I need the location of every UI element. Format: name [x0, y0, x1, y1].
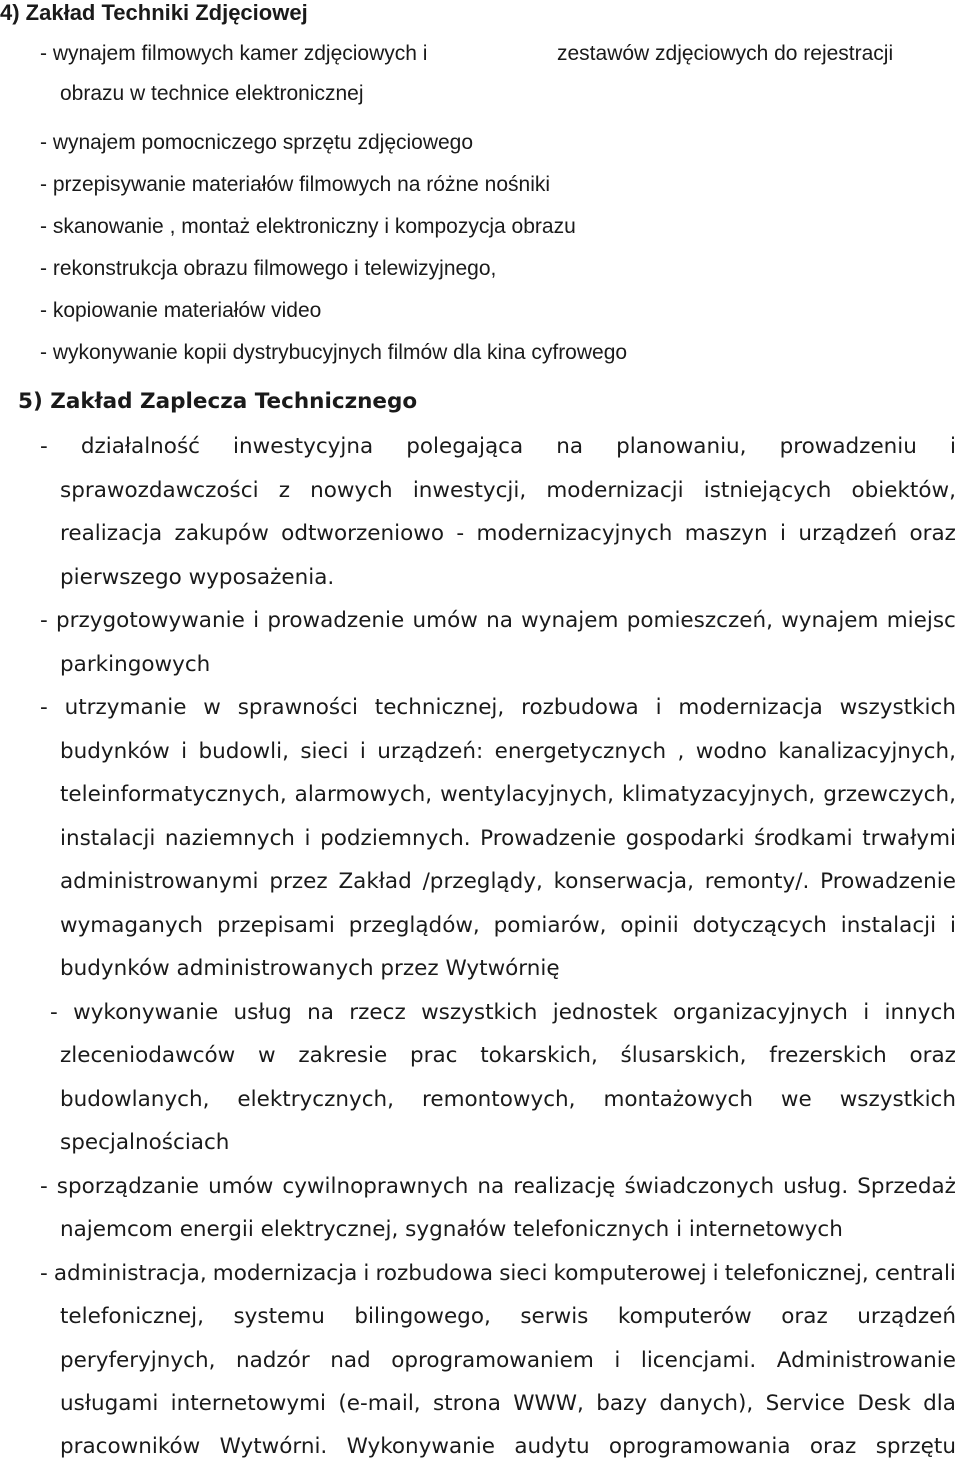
word: i	[780, 521, 787, 546]
word: na	[477, 1174, 505, 1199]
word: prowadzeniu	[779, 434, 917, 459]
word: wszystkich	[421, 1000, 538, 1025]
word: podziemnych.	[320, 826, 471, 851]
word: budynków	[60, 739, 170, 764]
paragraph-line	[40, 608, 956, 634]
word: obiektów,	[851, 478, 956, 503]
word: usługami	[60, 1391, 159, 1416]
word: i	[712, 1261, 719, 1286]
list-item: - skanowanie , montaż elektroniczny i kompozycja obrazu	[40, 215, 576, 238]
word: zakresie	[298, 1043, 388, 1068]
word: na	[556, 434, 584, 459]
word: urządzeń	[798, 521, 898, 546]
word: prac	[409, 1043, 458, 1068]
word: przepisami	[216, 913, 335, 938]
word: wynajem	[521, 608, 619, 633]
word: wykonywanie	[73, 1000, 219, 1025]
word: w	[258, 1043, 276, 1068]
word: wodno	[695, 739, 767, 764]
word: wszystkich	[839, 695, 956, 720]
word: cywilnoprawnych	[282, 1174, 469, 1199]
word: zakupów	[174, 521, 269, 546]
word: -	[40, 608, 48, 633]
word: umów	[412, 608, 478, 633]
word: centrali	[874, 1261, 956, 1286]
word: -	[40, 434, 48, 459]
word: innych	[884, 1000, 956, 1025]
word: i	[181, 739, 188, 764]
word: w	[203, 695, 221, 720]
paragraph-line	[60, 826, 956, 852]
paragraph-line	[40, 1261, 956, 1287]
word: sieci	[499, 1261, 548, 1286]
word: we	[780, 1087, 812, 1112]
word: pracowników	[60, 1434, 201, 1459]
word: -	[50, 1000, 58, 1025]
word: komputerów	[617, 1304, 752, 1329]
word: tokarskich,	[480, 1043, 598, 1068]
word: peryferyjnych,	[60, 1348, 216, 1373]
list-item: - wykonywanie kopii dystrybucyjnych filmów dla kina cyfrowego	[40, 341, 628, 364]
word: wszystkich	[839, 1087, 956, 1112]
word: /przeglądy,	[422, 869, 543, 894]
word: administrowanymi	[60, 869, 259, 894]
word: odtworzeniowo	[281, 521, 444, 546]
paragraph-line	[60, 1087, 956, 1113]
word: usług.	[783, 1174, 849, 1199]
word: -	[40, 695, 48, 720]
word: modernizacja	[678, 695, 823, 720]
word: i	[363, 1261, 370, 1286]
word: i	[253, 608, 260, 633]
word: opinii	[620, 913, 679, 938]
paragraph-line: pierwszego wyposażenia.	[60, 565, 335, 590]
word: świadczonych	[624, 1174, 775, 1199]
word: technicznej,	[374, 695, 505, 720]
word: i	[949, 434, 956, 459]
word: i	[949, 913, 956, 938]
paragraph-line	[50, 1000, 956, 1026]
word: ślusarskich,	[620, 1043, 747, 1068]
word: klimatyzacyjnych,	[621, 782, 816, 807]
word: dotyczących	[692, 913, 827, 938]
word: Desk	[857, 1391, 911, 1416]
word: i	[863, 1000, 870, 1025]
paragraph-line	[60, 1434, 956, 1460]
word: polegająca	[406, 434, 524, 459]
word: energetycznych	[494, 739, 667, 764]
word: instalacji	[840, 913, 937, 938]
word: i	[359, 739, 366, 764]
paragraph-line	[60, 739, 956, 765]
word: pomieszczeń,	[626, 608, 773, 633]
word: rozbudowa	[521, 695, 639, 720]
paragraph-line	[40, 1174, 956, 1200]
word: i	[655, 695, 662, 720]
word: Wykonywanie	[346, 1434, 495, 1459]
word: sporządzanie	[56, 1174, 200, 1199]
paragraph-line: budynków administrowanych przez Wytwórnię	[60, 956, 560, 981]
paragraph-line	[60, 1348, 956, 1374]
word: wynajem	[781, 608, 879, 633]
word: przez	[269, 869, 328, 894]
word: alarmowych,	[294, 782, 433, 807]
word: serwis	[520, 1304, 589, 1329]
list-item: - przepisywanie materiałów filmowych na różne nośniki	[40, 173, 551, 196]
word: administracja,	[53, 1261, 207, 1286]
word: danych),	[659, 1391, 754, 1416]
word: zleceniodawców	[60, 1043, 236, 1068]
word: rozbudowa	[375, 1261, 494, 1286]
word: audytu	[514, 1434, 590, 1459]
word: sprzętu	[875, 1434, 956, 1459]
word: prowadzenie	[267, 608, 405, 633]
word: przeglądów,	[348, 913, 480, 938]
list-item: - kopiowanie materiałów video	[40, 299, 322, 322]
word: urządzeń	[857, 1304, 956, 1329]
word: oraz	[909, 1043, 956, 1068]
word: kanalizacyjnych,	[778, 739, 956, 764]
paragraph-line	[60, 1391, 956, 1417]
word: istniejących	[703, 478, 832, 503]
word: oprogramowania	[608, 1434, 791, 1459]
section-5-heading: 5) Zakład Zaplecza Technicznego	[18, 389, 418, 414]
paragraph-line	[60, 1043, 956, 1069]
word: nowych	[310, 478, 393, 503]
word: środkami	[754, 826, 853, 851]
word: komputerowej	[553, 1261, 707, 1286]
word: strona	[432, 1391, 501, 1416]
paragraph-line	[60, 1304, 956, 1330]
word: urządzeń:	[377, 739, 484, 764]
list-item: - wynajem filmowych kamer zdjęciowych i	[40, 42, 428, 65]
word: gospodarki	[625, 826, 745, 851]
list-item: - wynajem pomocniczego sprzętu zdjęciowego	[40, 131, 474, 154]
word: naziemnych	[164, 826, 295, 851]
word: wentylacyjnych,	[440, 782, 614, 807]
word: nadzór	[235, 1348, 310, 1373]
word: oraz	[781, 1304, 828, 1329]
word: i	[304, 826, 311, 851]
word: konserwacja,	[553, 869, 694, 894]
paragraph-line	[40, 695, 956, 721]
word: modernizacji	[546, 478, 684, 503]
list-item-continuation: zestawów zdjęciowych do rejestracji	[557, 42, 894, 65]
list-item: - rekonstrukcja obrazu filmowego i telewizyjnego,	[40, 257, 497, 280]
word: Service	[765, 1391, 846, 1416]
word: dla	[923, 1391, 956, 1416]
paragraph-line: parkingowych	[60, 652, 211, 677]
word: realizacja	[60, 521, 163, 546]
word: systemu	[233, 1304, 325, 1329]
word: pomiarów,	[493, 913, 607, 938]
word: WWW,	[513, 1391, 584, 1416]
word: sprawozdawczości	[60, 478, 259, 503]
word: -	[40, 1174, 48, 1199]
word: ,	[677, 739, 685, 764]
word: sieci	[300, 739, 349, 764]
word: miejsc	[886, 608, 956, 633]
word: wymaganych	[60, 913, 204, 938]
word: trwałymi	[862, 826, 956, 851]
word: -	[40, 1261, 48, 1286]
word: Prowadzenie	[480, 826, 617, 851]
word: planowaniu,	[616, 434, 747, 459]
paragraph-line	[60, 521, 956, 547]
word: sprawności	[237, 695, 358, 720]
word: Administrowanie	[776, 1348, 956, 1373]
word: grzewczych,	[823, 782, 956, 807]
word: Zakład	[338, 869, 412, 894]
word: realizację	[513, 1174, 616, 1199]
word: oprogramowaniem	[391, 1348, 594, 1373]
word: i	[614, 1348, 621, 1373]
word: działalność	[80, 434, 200, 459]
word: budowli,	[198, 739, 289, 764]
word: jednostek	[552, 1000, 658, 1025]
paragraph-line	[60, 782, 956, 808]
word: utrzymanie	[64, 695, 187, 720]
word: rzecz	[349, 1000, 406, 1025]
word: elektrycznych,	[237, 1087, 395, 1112]
word: maszyn	[684, 521, 768, 546]
word: budowlanych,	[60, 1087, 210, 1112]
paragraph-line: najemcom energii elektrycznej, sygnałów telefonicznych i internetowych	[60, 1217, 843, 1242]
paragraph-line: specjalnościach	[60, 1130, 230, 1155]
paragraph-line	[60, 913, 956, 939]
word: Prowadzenie	[820, 869, 956, 894]
word: inwestycji,	[412, 478, 527, 503]
word: z	[278, 478, 290, 503]
word: telefonicznej,	[724, 1261, 869, 1286]
word: usług	[233, 1000, 292, 1025]
paragraph-line	[60, 869, 956, 895]
word: modernizacja	[212, 1261, 358, 1286]
section-4-heading: 4) Zakład Techniki Zdjęciowej	[0, 0, 308, 25]
word: telefonicznej,	[60, 1304, 204, 1329]
word: -	[456, 521, 465, 546]
word: internetowymi	[170, 1391, 327, 1416]
paragraph-line	[40, 434, 956, 460]
word: oraz	[909, 521, 956, 546]
word: inwestycyjna	[233, 434, 374, 459]
word: teleinformatycznych,	[60, 782, 287, 807]
word: bilingowego,	[354, 1304, 491, 1329]
word: modernizacyjnych	[476, 521, 673, 546]
word: (e-mail,	[338, 1391, 421, 1416]
word: organizacyjnych	[673, 1000, 848, 1025]
word: oraz	[809, 1434, 857, 1459]
word: Sprzedaż	[857, 1174, 956, 1199]
word: licencjami.	[640, 1348, 757, 1373]
word: na	[307, 1000, 334, 1025]
word: Wytwórni.	[219, 1434, 328, 1459]
word: na	[486, 608, 513, 633]
list-item-continuation: obrazu w technice elektronicznej	[60, 82, 364, 105]
word: instalacji	[60, 826, 156, 851]
word: przygotowywanie	[56, 608, 245, 633]
word: montażowych	[603, 1087, 753, 1112]
word: remontowych,	[421, 1087, 576, 1112]
word: nad	[330, 1348, 371, 1373]
word: remonty/.	[704, 869, 810, 894]
word: umów	[208, 1174, 274, 1199]
word: frezerskich	[769, 1043, 887, 1068]
paragraph-line	[60, 478, 956, 504]
word: bazy	[596, 1391, 648, 1416]
